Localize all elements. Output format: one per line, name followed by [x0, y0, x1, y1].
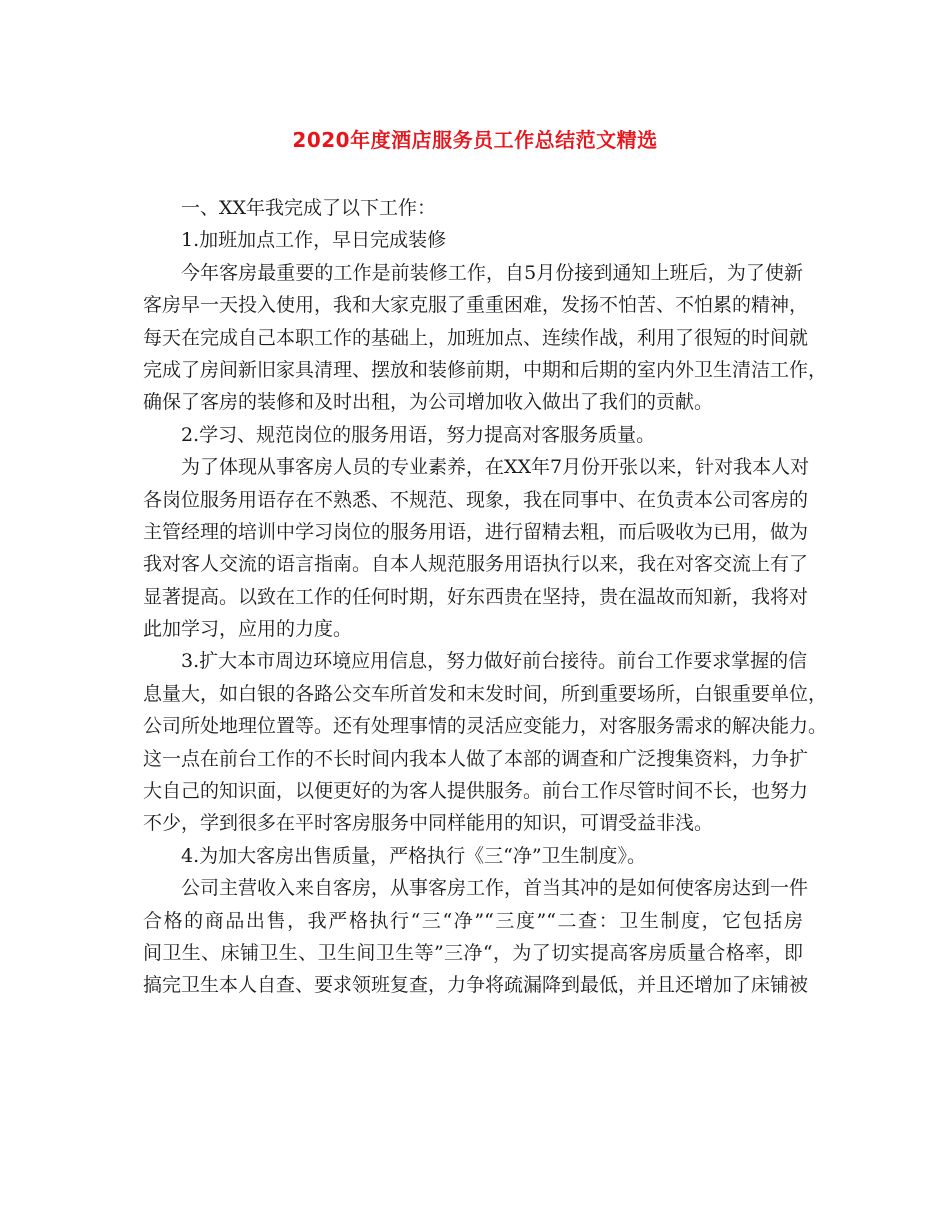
document-body — [143, 192, 828, 1002]
text-line: 搞完卫生本人自查、要求领班复查，力争将疏漏降到最低，并且还增加了床铺被 — [143, 974, 809, 997]
text-line: 为了体现从事客房人员的专业素养，在XX年7月份开张以来，针对我本人对 — [181, 456, 810, 479]
text-line: 2.学习、规范岗位的服务用语，努力提高对客服务质量。 — [181, 423, 656, 446]
text-line: 大自己的知识面，以便更好的为客人提供服务。前台工作尽管时间不长，也努力 — [143, 780, 809, 803]
text-line: 客房早一天投入使用，我和大家克服了重重困难，发扬不怕苦、不怕累的精神， — [143, 294, 809, 317]
text-line: 公司主营收入来自客房，从事客房工作，首当其冲的是如何使客房达到一件 — [181, 877, 809, 900]
text-line: 各岗位服务用语存在不熟悉、不规范、现象，我在同事中、在负责本公司客房的 — [143, 488, 809, 511]
text-line: 一、XX年我完成了以下工作： — [181, 197, 437, 219]
text-line: 合格的商品出售，我严格执行“三“净”“三度”“二查：卫生制度，它包括房 — [143, 909, 803, 932]
text-line: 我对客人交流的语言指南。自本人规范服务用语执行以来，我在对客交流上有了 — [143, 553, 809, 576]
text-line: 息量大，如白银的各路公交车所首发和末发时间，所到重要场所，白银重要单位， — [143, 682, 828, 705]
document-title: 2020年度酒店服务员工作总结范文精选 — [292, 128, 658, 152]
text-line: 每天在完成自己本职工作的基础上，加班加点、连续作战，利用了很短的时间就 — [143, 326, 809, 349]
text-line: 今年客房最重要的工作是前装修工作，自5月份接到通知上班后，为了使新 — [181, 261, 803, 284]
text-line: 完成了房间新旧家具清理、摆放和装修前期，中期和后期的室内外卫生清洁工作， — [143, 358, 828, 381]
text-line: 4.为加大客房出售质量，严格执行《三“净”卫生制度》。 — [181, 844, 647, 867]
text-line: 1.加班加点工作，早日完成装修 — [181, 229, 447, 252]
text-line: 显著提高。以致在工作的任何时期，好东西贵在坚持，贵在温故而知新，我将对 — [143, 585, 809, 608]
text-line: 3.扩大本市周边环境应用信息，努力做好前台接待。前台工作要求掌握的信 — [181, 650, 808, 673]
text-line: 确保了客房的装修和及时出租，为公司增加收入做出了我们的贡献。 — [143, 391, 714, 414]
text-line: 公司所处地理位置等。还有处理事情的灵活应变能力，对客服务需求的解决能力。 — [143, 715, 828, 738]
text-line: 不少，学到很多在平时客房服务中同样能用的知识，可谓受益非浅。 — [143, 812, 714, 835]
text-line: 主管经理的培训中学习岗位的服务用语，进行留精去粗，而后吸收为已用，做为 — [143, 520, 809, 543]
text-line: 这一点在前台工作的不长时间内我本人做了本部的调查和广泛搜集资料，力争扩 — [143, 747, 809, 770]
text-line: 间卫生、床铺卫生、卫生间卫生等”三净“，为了切实提高客房质量合格率，即 — [143, 941, 803, 964]
text-line: 此加学习，应用的力度。 — [143, 618, 353, 641]
